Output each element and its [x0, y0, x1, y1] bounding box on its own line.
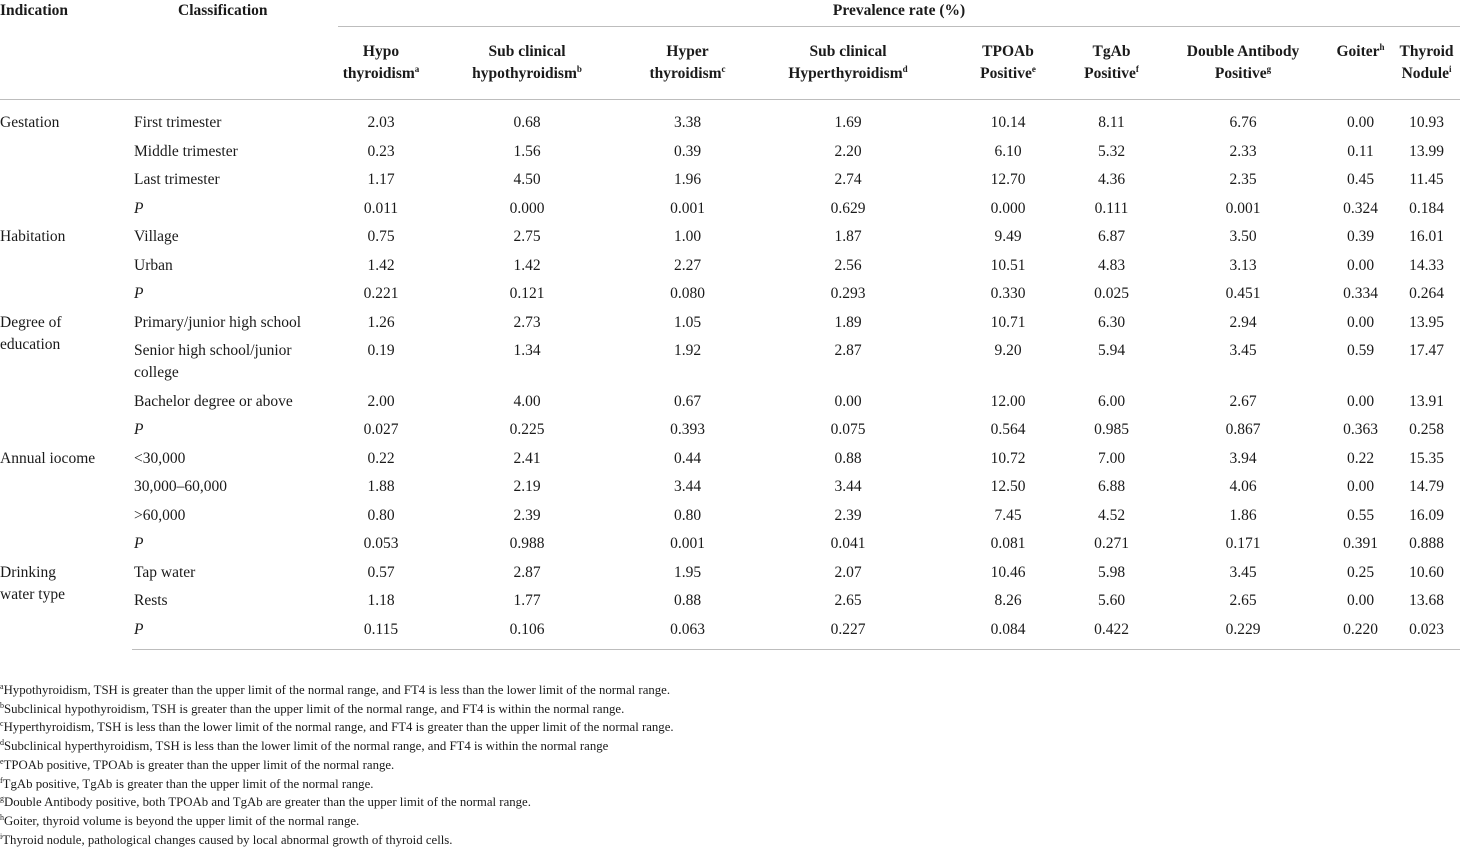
value-cell: 0.121	[509, 285, 545, 302]
column-header	[1158, 27, 1328, 100]
footnote	[0, 775, 1460, 794]
classification-cell: P	[134, 285, 144, 302]
value-cell: 5.60	[1097, 592, 1126, 609]
footnote-marker: g	[1266, 64, 1272, 74]
column-header-line1: Sub clinical	[488, 43, 566, 60]
value-cell: 10.72	[990, 449, 1026, 467]
value-cell: 0.080	[670, 285, 705, 302]
value-cell: 2.39	[513, 506, 541, 524]
value-cell: 0.985	[1094, 421, 1129, 438]
table-row	[0, 476, 1460, 505]
value-cell: 1.89	[834, 313, 862, 331]
value-cell: 0.45	[1346, 171, 1375, 188]
column-header-line1: Goiter	[1336, 43, 1380, 60]
value-cell: 4.00	[513, 392, 541, 410]
footnote-text: Double Antibody positive, both TPOAb and TgAb are greater than the upper limit of the normal range.	[4, 795, 531, 810]
value-cell: 4.52	[1097, 506, 1126, 524]
footnote-marker: d	[0, 738, 4, 748]
value-cell: 4.83	[1097, 256, 1126, 274]
indication-cell: Degree of education	[0, 313, 62, 353]
value-cell: 0.115	[338, 619, 424, 650]
value-cell: 10.46	[990, 563, 1026, 581]
value-cell: 0.55	[1346, 506, 1375, 524]
value-cell: 1.77	[513, 592, 541, 609]
value-cell: 14.79	[1409, 478, 1444, 495]
value-cell: 0.11	[1347, 142, 1374, 160]
value-cell: 3.44	[673, 478, 702, 495]
value-cell: 2.87	[513, 563, 541, 581]
column-header	[1393, 27, 1460, 100]
value-cell: 3.38	[673, 114, 702, 131]
value-cell: 10.93	[1409, 114, 1444, 131]
classification-cell: Tap water	[134, 563, 196, 581]
column-header-line2: Positive	[1214, 65, 1267, 82]
classification-cell: Primary/junior high school	[134, 313, 302, 331]
value-cell: 0.271	[1094, 535, 1129, 552]
column-header	[424, 27, 630, 100]
footnote-marker: b	[0, 700, 4, 710]
value-cell: 0.88	[673, 592, 702, 609]
value-cell: 0.001	[670, 199, 705, 217]
value-cell: 3.94	[1229, 449, 1257, 467]
value-cell: 2.94	[1229, 313, 1257, 331]
value-cell: 0.23	[367, 142, 395, 160]
value-cell: 6.10	[994, 142, 1022, 160]
indication-cell: Habitation	[0, 228, 66, 245]
value-cell: 0.22	[1346, 449, 1375, 467]
value-cell: 8.26	[994, 592, 1022, 609]
value-cell: 0.00	[1346, 313, 1375, 331]
classification-cell: P	[134, 199, 144, 217]
footnote-text: TPOAb positive, TPOAb is greater than the upper limit of the normal range.	[3, 757, 395, 772]
value-cell: 0.171	[1225, 535, 1261, 552]
value-cell: 1.42	[367, 256, 395, 274]
footnote	[0, 681, 1460, 700]
footnote-marker: d	[902, 64, 908, 74]
value-cell: 1.18	[367, 592, 395, 609]
classification-cell: P	[132, 619, 338, 650]
footnote-marker: f	[0, 775, 3, 785]
classification-cell: First trimester	[134, 114, 222, 131]
table-row	[0, 448, 1460, 477]
footnote	[0, 812, 1460, 831]
column-header	[745, 27, 951, 100]
value-cell: 0.44	[673, 449, 702, 467]
value-cell: 0.184	[1409, 199, 1444, 217]
value-cell: 3.45	[1229, 563, 1257, 581]
classification-cell: Rests	[134, 592, 168, 609]
classification-cell: P	[134, 535, 144, 552]
column-header	[1065, 27, 1158, 100]
value-cell: 0.111	[1094, 199, 1129, 217]
footnotes	[0, 681, 1460, 849]
footnote	[0, 793, 1460, 812]
column-header-line2: Positive	[1084, 65, 1136, 82]
column-header	[338, 27, 424, 100]
classification-header: Classification	[178, 2, 268, 19]
value-cell: 0.363	[1343, 421, 1378, 438]
value-cell: 5.94	[1097, 342, 1126, 359]
value-cell: 12.70	[990, 171, 1026, 188]
value-cell: 0.00	[1346, 478, 1375, 495]
value-cell: 13.99	[1409, 142, 1444, 160]
value-cell: 0.220	[1328, 619, 1393, 650]
table-row	[0, 419, 1460, 448]
value-cell: 0.324	[1343, 199, 1378, 217]
table-row	[0, 226, 1460, 255]
column-header-line1: Thyroid	[1399, 43, 1454, 60]
value-cell: 0.422	[1065, 619, 1158, 650]
value-cell: 0.391	[1343, 535, 1378, 552]
value-cell: 3.13	[1229, 256, 1257, 274]
value-cell: 9.49	[994, 228, 1022, 245]
value-cell: 2.67	[1229, 392, 1257, 410]
value-cell: 0.023	[1393, 619, 1460, 650]
footnote-marker: i	[1448, 64, 1452, 74]
value-cell: 5.98	[1097, 563, 1126, 581]
column-header-line1: Hyper	[666, 43, 709, 60]
value-cell: 10.14	[990, 114, 1026, 131]
value-cell: 2.39	[834, 506, 862, 524]
value-cell: 2.27	[673, 256, 702, 274]
value-cell: 0.451	[1225, 285, 1261, 302]
footnote-marker: e	[0, 756, 4, 766]
value-cell: 0.041	[830, 535, 866, 552]
value-cell: 13.68	[1409, 592, 1444, 609]
value-cell: 8.11	[1098, 114, 1125, 131]
column-header-line2: thyroidism	[649, 65, 722, 82]
footnote-marker: c	[0, 719, 4, 729]
value-cell: 0.80	[367, 506, 395, 524]
value-cell: 0.00	[1346, 256, 1375, 274]
prevalence-header: Prevalence rate (%)	[338, 0, 1460, 27]
value-cell: 3.44	[834, 478, 862, 495]
indication-header: Indication	[0, 2, 69, 19]
column-header-line1: TgAb	[1092, 43, 1131, 60]
value-cell: 0.027	[363, 421, 399, 438]
value-cell: 0.081	[990, 535, 1026, 552]
value-cell: 0.393	[670, 421, 705, 438]
value-cell: 0.75	[367, 228, 395, 245]
table-row	[0, 198, 1460, 227]
value-cell: 0.00	[834, 392, 862, 410]
value-cell: 11.45	[1409, 171, 1444, 188]
footnote-marker: h	[0, 812, 4, 822]
value-cell: 1.56	[513, 142, 541, 160]
column-header-line2: hypothyroidism	[472, 65, 577, 82]
footnote	[0, 700, 1460, 719]
value-cell: 0.264	[1409, 285, 1444, 302]
value-cell: 3.45	[1229, 342, 1257, 359]
value-cell: 2.65	[834, 592, 862, 609]
value-cell: 1.96	[673, 171, 702, 188]
value-cell: 0.68	[513, 114, 541, 131]
footnote-marker: c	[721, 64, 726, 74]
value-cell: 16.09	[1409, 506, 1444, 524]
table-row	[0, 100, 1460, 141]
value-cell: 1.69	[834, 114, 862, 131]
table-row	[0, 533, 1460, 562]
value-cell: 0.084	[951, 619, 1065, 650]
value-cell: 0.221	[363, 285, 399, 302]
value-cell: 1.88	[367, 478, 395, 495]
indication-cell: Annual iocome	[0, 449, 96, 467]
footnote-text: Goiter, thyroid volume is beyond the upper limit of the normal range.	[4, 813, 360, 828]
value-cell: 4.06	[1229, 478, 1257, 495]
footnote-marker: a	[0, 682, 4, 691]
value-cell: 12.00	[990, 392, 1026, 410]
value-cell: 10.51	[990, 256, 1026, 274]
table-row	[0, 562, 1460, 591]
value-cell: 2.20	[834, 142, 862, 160]
value-cell: 1.87	[834, 228, 862, 245]
classification-cell: Bachelor degree or above	[134, 392, 293, 410]
value-cell: 0.334	[1343, 285, 1378, 302]
classification-cell: Village	[134, 228, 179, 245]
value-cell: 2.19	[513, 478, 541, 495]
value-cell: 3.50	[1229, 228, 1257, 245]
column-header-line2: Hyperthyroidism	[788, 65, 903, 82]
table-row	[0, 312, 1460, 341]
value-cell: 0.25	[1346, 563, 1375, 581]
table-body	[0, 100, 1460, 650]
value-cell: 4.36	[1097, 171, 1126, 188]
value-cell: 0.106	[424, 619, 630, 650]
classification-cell: >60,000	[134, 506, 186, 524]
value-cell: 13.91	[1409, 392, 1444, 410]
footnote-text: Thyroid nodule, pathological changes caused by local abnormal growth of thyroid cells.	[2, 832, 453, 847]
value-cell: 10.71	[990, 313, 1026, 331]
table-row	[0, 340, 1460, 391]
footnote	[0, 718, 1460, 737]
table-row	[0, 505, 1460, 534]
value-cell: 7.00	[1097, 449, 1126, 467]
value-cell: 0.19	[367, 342, 395, 359]
value-cell: 12.50	[990, 478, 1026, 495]
value-cell: 6.76	[1229, 114, 1257, 131]
footnote-marker: i	[0, 831, 3, 841]
value-cell: 0.59	[1346, 342, 1375, 359]
value-cell: 1.00	[673, 228, 702, 245]
value-cell: 1.26	[367, 313, 395, 331]
value-cell: 1.34	[513, 342, 541, 359]
value-cell: 0.025	[1094, 285, 1129, 302]
value-cell: 0.80	[673, 506, 702, 524]
value-cell: 1.05	[673, 313, 702, 331]
value-cell: 6.88	[1097, 478, 1126, 495]
value-cell: 0.001	[670, 535, 705, 552]
value-cell: 0.67	[673, 392, 702, 410]
footnote-marker: g	[0, 794, 4, 804]
value-cell: 1.92	[673, 342, 702, 359]
value-cell: 2.65	[1229, 592, 1257, 609]
value-cell: 0.053	[363, 535, 399, 552]
footnote-text: Hyperthyroidism, TSH is less than the lower limit of the normal range, and FT4 is greater than the upper limit of the normal range.	[3, 720, 674, 735]
value-cell: 1.86	[1229, 506, 1257, 524]
value-cell: 2.87	[834, 342, 862, 359]
value-cell: 0.00	[1346, 114, 1375, 131]
indication-cell: Drinking water type	[0, 563, 65, 603]
classification-cell: Middle trimester	[134, 142, 238, 160]
footnote-marker: e	[1031, 64, 1036, 74]
table-row	[0, 169, 1460, 198]
footnote	[0, 756, 1460, 775]
value-cell: 6.30	[1097, 313, 1126, 331]
value-cell: 4.50	[513, 171, 541, 188]
value-cell: 0.564	[990, 421, 1026, 438]
indication-cell: Gestation	[0, 114, 60, 131]
value-cell: 17.47	[1409, 342, 1444, 359]
footnote-marker: b	[576, 64, 582, 74]
table-row	[0, 590, 1460, 619]
value-cell: 2.56	[834, 256, 862, 274]
footnote-marker: a	[414, 64, 420, 74]
value-cell: 1.95	[673, 563, 702, 581]
classification-cell: P	[134, 421, 144, 438]
column-header-line1: TPOAb	[982, 43, 1034, 60]
value-cell: 2.73	[513, 313, 541, 331]
value-cell: 2.33	[1229, 142, 1257, 160]
value-cell: 0.88	[834, 449, 862, 467]
value-cell: 0.258	[1409, 421, 1444, 438]
classification-cell: 30,000–60,000	[134, 478, 227, 495]
column-header	[630, 27, 745, 100]
table-row	[0, 283, 1460, 312]
value-cell: 2.07	[834, 563, 862, 581]
value-cell: 2.41	[513, 449, 541, 467]
value-cell: 2.74	[834, 171, 862, 188]
footnote-text: Hypothyroidism, TSH is greater than the upper limit of the normal range, and FT4 is less than the lower limit of the normal range.	[3, 683, 671, 697]
column-header-line1: Sub clinical	[809, 43, 887, 60]
classification-cell: <30,000	[134, 449, 186, 467]
value-cell: 0.22	[367, 449, 395, 467]
value-cell: 10.60	[1409, 563, 1444, 581]
classification-cell: Urban	[134, 256, 173, 274]
value-cell: 0.988	[509, 535, 545, 552]
table-row	[0, 391, 1460, 420]
footnote-text: Subclinical hypothyroidism, TSH is greater than the upper limit of the normal range, and FT4 is within the normal range.	[4, 701, 625, 716]
value-cell: 15.35	[1409, 449, 1444, 467]
value-cell: 0.330	[990, 285, 1026, 302]
footnote-marker: f	[1135, 64, 1139, 74]
value-cell: 0.075	[830, 421, 866, 438]
value-cell: 0.001	[1225, 199, 1261, 217]
value-cell: 7.45	[994, 506, 1022, 524]
value-cell: 0.225	[509, 421, 545, 438]
table-row	[0, 141, 1460, 170]
value-cell: 0.011	[363, 199, 399, 217]
table-row	[0, 255, 1460, 284]
value-cell: 6.00	[1097, 392, 1126, 410]
value-cell: 1.42	[513, 256, 541, 274]
column-header-line2: thyroidism	[342, 65, 415, 82]
value-cell: 0.629	[830, 199, 866, 217]
value-cell: 0.293	[830, 285, 866, 302]
value-cell: 0.00	[1346, 392, 1375, 410]
footnote-marker: h	[1379, 42, 1385, 52]
value-cell: 2.03	[367, 114, 395, 131]
value-cell: 0.39	[1346, 228, 1375, 245]
footnote	[0, 737, 1460, 756]
column-header	[951, 27, 1065, 100]
value-cell: 6.87	[1097, 228, 1126, 245]
column-header-line2: Positive	[980, 65, 1032, 82]
value-cell: 13.95	[1409, 313, 1444, 331]
value-cell: 14.33	[1409, 256, 1444, 274]
value-cell: 5.32	[1097, 142, 1126, 160]
column-header	[1328, 27, 1393, 100]
column-header-line2: Nodule	[1401, 65, 1449, 82]
footnote-text: Subclinical hyperthyroidism, TSH is less than the lower limit of the normal range, and FT4 is within the normal range	[4, 739, 609, 754]
value-cell: 0.867	[1225, 421, 1261, 438]
value-cell: 0.063	[630, 619, 745, 650]
classification-cell: Senior high school/junior college	[134, 342, 292, 381]
classification-cell: Last trimester	[134, 171, 220, 188]
column-header-line1: Hypo	[362, 43, 400, 60]
value-cell: 0.227	[745, 619, 951, 650]
value-cell: 0.00	[1346, 592, 1375, 609]
value-cell: 2.00	[367, 392, 395, 410]
value-cell: 0.229	[1158, 619, 1328, 650]
value-cell: 0.57	[367, 563, 395, 581]
value-cell: 16.01	[1409, 228, 1444, 245]
value-cell: 0.888	[1409, 535, 1444, 552]
value-cell: 0.39	[673, 142, 702, 160]
value-cell: 0.000	[990, 199, 1026, 217]
column-header-line1: Double Antibody	[1186, 43, 1300, 60]
table-row	[0, 619, 1460, 650]
footnote	[0, 831, 1460, 850]
value-cell: 2.35	[1229, 171, 1257, 188]
value-cell: 0.000	[509, 199, 545, 217]
footnote-text: TgAb positive, TgAb is greater than the upper limit of the normal range.	[2, 776, 374, 791]
value-cell: 1.17	[367, 171, 395, 188]
value-cell: 2.75	[513, 228, 541, 245]
value-cell: 9.20	[994, 342, 1022, 359]
